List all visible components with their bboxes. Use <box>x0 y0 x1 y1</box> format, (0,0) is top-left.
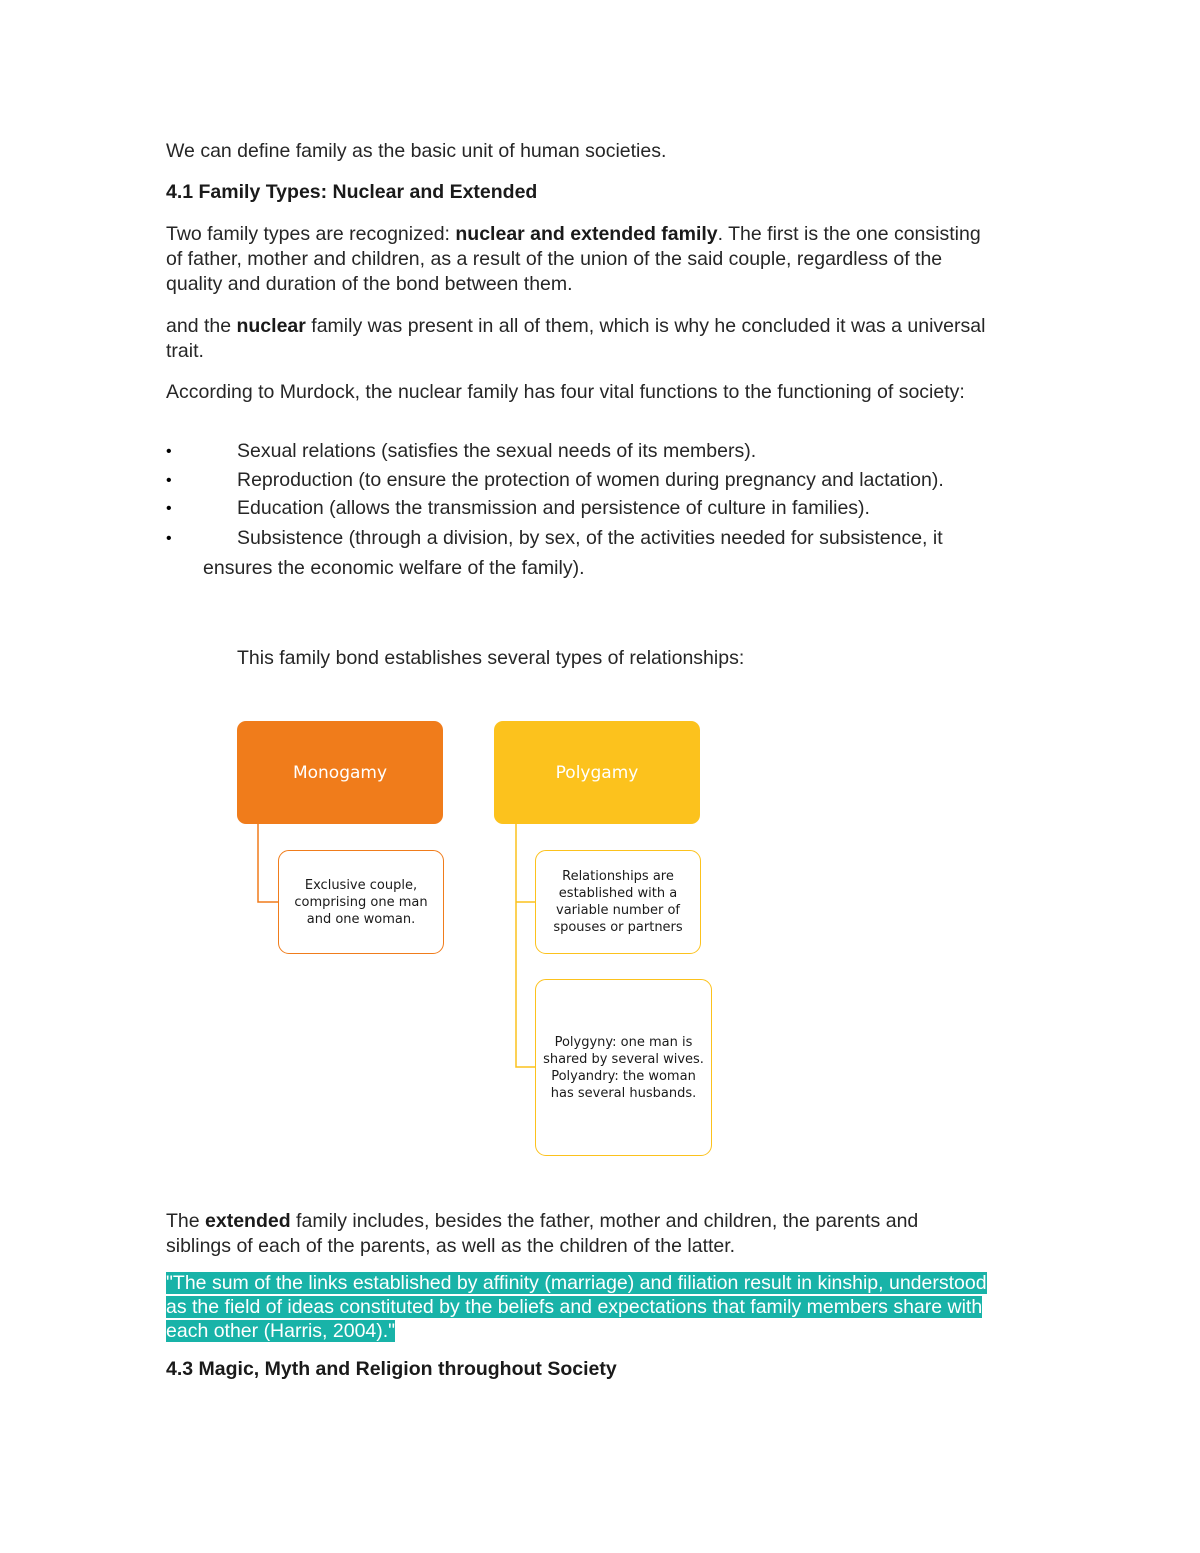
quote-line: as the field of ideas constituted by the beliefs and expectations that family members share with <box>166 1296 983 1318</box>
quote-line: "The sum of the links established by affinity (marriage) and filiation result in kinship, understood <box>166 1272 987 1294</box>
bullet-icon: • <box>166 472 172 489</box>
list-item-text: Subsistence (through a division, by sex, of the activities needed for subsistence, it <box>237 527 943 549</box>
types-text-post: . The first is the one consisting <box>717 223 981 245</box>
nuclear-text-pre: and the <box>166 315 237 337</box>
types-text-line2: of father, mother and children, as a result of the union of the said couple, regardless of the <box>166 248 943 270</box>
heading-magic-myth-religion: 4.3 Magic, Myth and Religion throughout Society <box>166 1358 617 1380</box>
heading-family-types: 4.1 Family Types: Nuclear and Extended <box>166 181 538 203</box>
extended-text-post: family includes, besides the father, mother and children, the parents and <box>290 1210 919 1232</box>
list-item-text: Sexual relations (satisfies the sexual needs of its members). <box>237 440 757 462</box>
monogamy-box: Monogamy <box>237 721 443 824</box>
types-text-bold: nuclear and extended family <box>455 223 718 245</box>
polygamy-connector <box>516 824 537 1067</box>
extended-text-bold: extended <box>205 1210 291 1232</box>
quote-line: each other (Harris, 2004)." <box>166 1320 396 1342</box>
harris-quote <box>166 1271 1046 1343</box>
bullet-icon: • <box>166 530 172 547</box>
types-text-line3: quality and duration of the bond between them. <box>166 273 573 295</box>
polygamy-box: Polygamy <box>494 721 700 824</box>
murdock-paragraph: According to Murdock, the nuclear family has four vital functions to the functioning of society: <box>166 381 965 403</box>
monogamy-definition-box: Exclusive couple, comprising one man and one woman. <box>278 850 444 954</box>
extended-text-line2: siblings of each of the parents, as well as the children of the latter. <box>166 1235 736 1257</box>
bullet-icon: • <box>166 443 172 460</box>
list-item-continuation: ensures the economic welfare of the family). <box>203 557 585 579</box>
list-item-text: Reproduction (to ensure the protection of women during pregnancy and lactation). <box>237 469 944 491</box>
nuclear-paragraph <box>166 314 1046 364</box>
extended-paragraph <box>166 1209 1046 1259</box>
nuclear-text-post: family was present in all of them, which is why he concluded it was a universal <box>305 315 986 337</box>
bond-paragraph: This family bond establishes several types of relationships: <box>237 647 745 669</box>
family-types-paragraph <box>166 222 1046 297</box>
bullet-icon: • <box>166 500 172 517</box>
intro-paragraph: We can define family as the basic unit of human societies. <box>166 140 667 162</box>
list-item-text: Education (allows the transmission and persistence of culture in families). <box>237 497 870 519</box>
polygyny-polyandry-box: Polygyny: one man is shared by several wives. Polyandry: the woman has several husbands. <box>535 979 712 1156</box>
monogamy-connector <box>258 824 279 902</box>
polygamy-definition-box: Relationships are established with a variable number of spouses or partners <box>535 850 701 954</box>
nuclear-text-bold: nuclear <box>236 315 306 337</box>
extended-text-pre: The <box>166 1210 206 1232</box>
nuclear-text-line2: trait. <box>166 340 204 362</box>
types-text-pre: Two family types are recognized: <box>166 223 456 245</box>
